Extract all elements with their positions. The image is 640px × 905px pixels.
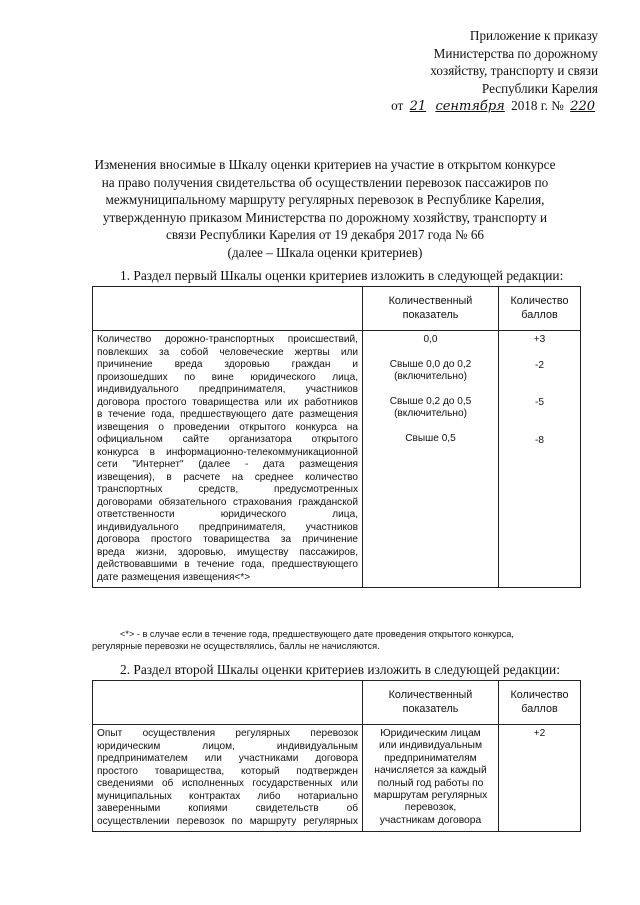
header-date-line [391, 97, 598, 116]
text-line: дате размещения извещения<*> [97, 571, 251, 583]
col-indicator-header: Количественный показатель [363, 287, 499, 331]
text-line: маршрутам регулярных [373, 790, 488, 802]
text-line: или индивидуальным [378, 740, 483, 752]
section-1-heading: 1. Раздел первый Шкалы оценки критериев изложить в следующей редакции: [120, 268, 564, 283]
text-line: договора простого товарищества за причинение [97, 534, 358, 545]
text-line: полный год работы по [377, 777, 484, 789]
title-line: межмуниципальному маршруту регулярных перевозок в Республике Карелия, [105, 192, 545, 207]
points-cell [499, 331, 581, 588]
table-row [93, 331, 581, 588]
header-line-4: Республики Карелия [481, 80, 598, 96]
points-value: +3 [533, 334, 546, 345]
points-value: -8 [535, 434, 544, 446]
title-line: на право получения свидетельства об осуществлении перевозок пассажиров по [101, 174, 549, 190]
indicator-value: 0,0 [423, 334, 438, 345]
footnote-line: <*> - в случае если в течение года, предшествующего дате проведения открытого конкурса, [120, 629, 514, 639]
text-line: сети "Интернет" (далее - дата размещения [97, 459, 358, 470]
document-header [391, 27, 598, 116]
text-line: транспортных средств, предусмотренных [97, 484, 358, 495]
text-line: заверенными копиями свидетельств об [97, 803, 358, 814]
text-line: Количество дорожно-транспортных происшествий, [97, 334, 358, 345]
handwritten-day: 21 [409, 99, 427, 114]
text-line: ответственности юридического лица, [97, 509, 358, 520]
text-line: Юридическим лицам [380, 728, 481, 739]
text-line: договора простого товарищества или их работников [97, 396, 358, 408]
criterion-cell [93, 725, 363, 832]
table-header-row [93, 287, 581, 331]
text-line: начисляется за каждый [374, 765, 487, 777]
table-row [93, 725, 581, 832]
text-line: повлекших за собой человеческие жертвы или [97, 346, 358, 358]
text-line: в течение года, предшествующего дате размещения [97, 409, 358, 420]
text-line: индивидуального предпринимателя, участников [97, 384, 358, 395]
handwritten-month: сентября [435, 99, 505, 114]
text-line: осуществлении перевозок по маршруту регулярных [97, 815, 358, 827]
text-line: произошедших по вине юридического лица, [97, 371, 358, 383]
points-value: -2 [535, 359, 544, 371]
section-1-table [92, 286, 581, 588]
title-line: связи Республики Карелия от 19 декабря 2017 года № 66 [165, 227, 485, 242]
header-line-2: Министерства по дорожному [433, 45, 598, 61]
title-line: утвержденную приказом Министерства по дорожному хозяйству, транспорту и [102, 209, 548, 225]
text-line: юридическим лицом, индивидуальным [97, 740, 358, 752]
title-line: Изменения вносимые в Шкалу оценки критериев на участие в открытом конкурсе [94, 157, 556, 172]
criterion-cell [93, 331, 363, 588]
points-value: -5 [535, 397, 544, 408]
col-indicator-header: Количественный показатель [363, 681, 499, 725]
text-line: простого товарищества, который подтвержден [97, 765, 358, 777]
text-line: предпринимателям [384, 752, 477, 764]
indicator-value: Свыше 0,0 до 0,2 (включительно) [389, 358, 472, 382]
header-empty-cell [93, 287, 363, 331]
col-points-header: Количество баллов [499, 287, 581, 331]
indicator-cell [363, 331, 499, 588]
date-year: 2018 г. № [511, 98, 564, 113]
text-line: официальном сайте организатора открытого [97, 434, 358, 445]
text-line: предпринимателем или участниками договора [97, 753, 358, 764]
text-line: договорами обязательного страхования гражданской [97, 496, 358, 508]
date-prefix: от [391, 98, 404, 113]
text-line: причинение вреда здоровью граждан и [97, 359, 358, 370]
points-cell [499, 725, 581, 832]
section-2-table [92, 680, 581, 832]
text-line: участникам договора [379, 814, 482, 826]
points-value: +2 [533, 728, 546, 739]
col-points-header: Количество баллов [499, 681, 581, 725]
header-line-3: хозяйству, транспорту и связи [430, 63, 598, 78]
header-line-1: Приложение к приказу [469, 28, 598, 43]
indicator-value: Свыше 0,2 до 0,5 (включительно) [389, 395, 472, 419]
text-line: индивидуального предпринимателя, участников [97, 521, 358, 533]
text-line: вреда жизни, здоровью, имуществу пассажиров, [97, 546, 358, 558]
text-line: действовавшими в течение года, предшествующего [97, 559, 358, 570]
text-line: извещения), в расчете на среднее количество [97, 471, 358, 483]
text-line: перевозок, [404, 802, 457, 814]
text-line: конкурса в информационно-телекоммуникационной [97, 446, 358, 458]
title-line: (далее – Шкала оценки критериев) [227, 244, 423, 260]
text-line: муниципальных контрактах либо нотариально [97, 790, 358, 802]
document-title [90, 156, 560, 261]
indicator-cell [363, 725, 499, 832]
text-line: извещения о проведении открытого конкурса на [97, 421, 358, 433]
handwritten-number: 220 [570, 99, 595, 114]
header-empty-cell [93, 681, 363, 725]
indicator-value: Свыше 0,5 [405, 432, 456, 444]
footnote [92, 629, 580, 652]
text-line: сведениями об исполненных государственных или [97, 778, 358, 789]
footnote-line: регулярные перевозки не осуществлялись, баллы не начисляются. [92, 640, 380, 651]
table-header-row [93, 681, 581, 725]
section-2-heading: 2. Раздел второй Шкалы оценки критериев изложить в следующей редакции: [120, 662, 560, 677]
text-line: Опыт осуществления регулярных перевозок [97, 728, 358, 739]
